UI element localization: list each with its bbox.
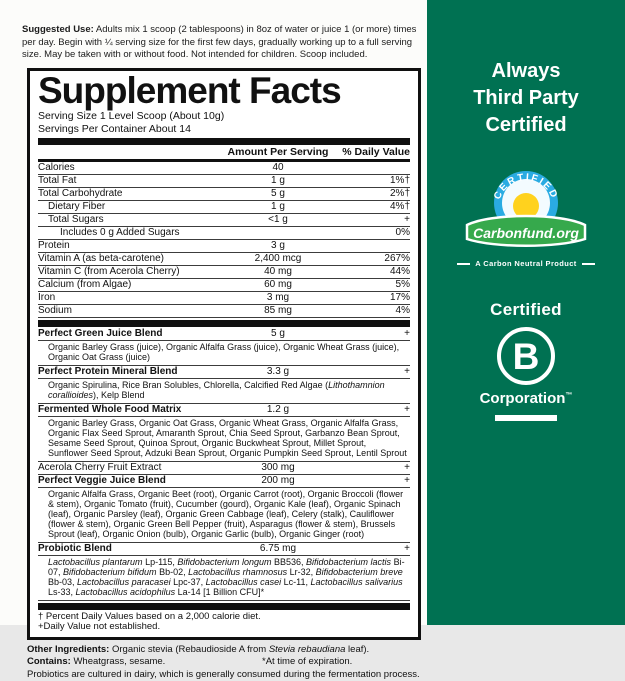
blend-amount: 3.3 g — [218, 367, 338, 378]
text-segment: leaf). — [345, 644, 369, 655]
blend-ingredients — [38, 488, 410, 543]
nutrient-row — [38, 162, 410, 175]
carbonfund-banner-text: Carbonfund.org — [473, 225, 579, 241]
ingredient-segment: Lactobacillus salivarius — [311, 577, 403, 587]
bcorp-certification — [427, 300, 625, 421]
supplement-facts-title: Supplement Facts — [38, 73, 410, 109]
tagline-rule-right — [582, 263, 595, 265]
nutrient-amount: 3 g — [218, 241, 338, 252]
nutrient-row — [38, 279, 410, 292]
nutrient-row — [38, 175, 410, 188]
nutrient-amount: 3 mg — [218, 293, 338, 304]
nutrient-dv: 2%† — [338, 189, 410, 200]
blend-rows — [38, 328, 410, 601]
carbonfund-tagline-text: A Carbon Neutral Product — [475, 259, 576, 268]
nutrient-amount — [218, 228, 338, 239]
footnote: † Percent Daily Values based on a 2,000 calorie diet. — [38, 612, 410, 623]
blend-ingredients — [38, 379, 410, 404]
ingredient-segment: Lc-11, — [281, 577, 310, 587]
nutrient-row — [38, 266, 410, 279]
nutrient-dv: 0% — [338, 228, 410, 239]
ingredient-segment: Lactobacillus paracasei — [77, 577, 171, 587]
suggested-use-label: Suggested Use: — [22, 24, 94, 35]
column-header-amount: Amount Per Serving — [218, 146, 338, 158]
blend-name: Acerola Cherry Fruit Extract — [38, 463, 218, 474]
nutrient-name: Total Fat — [38, 176, 218, 187]
ingredient-segment: Lr-32, — [287, 567, 316, 577]
blend-name: Perfect Veggie Juice Blend — [38, 476, 218, 487]
headline-line: Third Party — [427, 85, 625, 112]
nutrient-name: Protein — [38, 241, 218, 252]
nutrient-name: Iron — [38, 293, 218, 304]
nutrient-name: Calories — [38, 163, 218, 174]
ingredient-segment: Organic Barley Grass, Organic Oat Grass, Organic Wheat Grass, Organic Alfalfa Grass, Organic Flax Seed Sprout, Amaranth Sprout, Chia Seed Sprout, Garbanzo Bean Sprout, Sesame Seed Sprout, Quinoa Sprout, Organic Buckwheat Sprout, Millet Sprout, Sunflower Seed Sprout, Adzuki Bean Sprout, Organic Pumpkin Seed Sprout, Lentil Sprout — [48, 418, 407, 458]
bottom-notes — [27, 644, 425, 681]
ingredient-segment: Bifidobacterium breve — [316, 567, 403, 577]
blend-name: Fermented Whole Food Matrix — [38, 405, 218, 416]
other-ingredients-text — [109, 644, 369, 655]
column-header-row — [38, 146, 410, 162]
ingredient-segment: Organic Spirulina, Rice Bran Solubles, Chlorella, Calcified Red Algae ( — [48, 380, 328, 390]
nutrient-amount: 40 — [218, 163, 338, 174]
headline-line: Certified — [427, 112, 625, 139]
blend-ingredients — [38, 556, 410, 601]
nutrient-rows — [38, 162, 410, 318]
ingredient-segment: Lpc-37, — [171, 577, 206, 587]
nutrient-dv: 4% — [338, 306, 410, 317]
nutrient-amount: 1 g — [218, 202, 338, 213]
blend-dv: + — [338, 476, 410, 487]
servings-per-container: Servings Per Container About 14 — [38, 124, 410, 136]
blend-row — [38, 462, 410, 475]
ingredient-segment: Bifidobacterium longum — [177, 557, 271, 567]
nutrient-dv: 5% — [338, 280, 410, 291]
headline-line: Always — [427, 58, 625, 85]
divider-bar-thick — [38, 320, 410, 327]
suggested-use — [22, 24, 422, 62]
carbonfund-arc-text: CERTIFIED — [492, 172, 560, 201]
nutrient-amount: 85 mg — [218, 306, 338, 317]
ingredient-segment: Bifidobacterium lactis — [306, 557, 391, 567]
nutrient-dv: 1%† — [338, 176, 410, 187]
nutrient-dv: 267% — [338, 254, 410, 265]
ingredient-segment: Lactobacillus casei — [206, 577, 282, 587]
ingredient-segment: Lithothamnion corallioides — [48, 380, 385, 400]
panel-headline — [427, 58, 625, 139]
ingredient-segment: ), Kelp Blend — [93, 390, 145, 400]
contains-line — [27, 656, 425, 669]
nutrient-name: Vitamin A (as beta-carotene) — [38, 254, 218, 265]
blend-dv: + — [338, 405, 410, 416]
blend-amount: 300 mg — [218, 463, 338, 474]
suggested-use-text: Adults mix 1 scoop (2 tablespoons) in 8oz of water or juice 1 (or more) times per day. Begin with ¼ serving size for the first few days, gradually working up to a full serving size. May be taken with or without food. Not intended for children. Scoop included. — [22, 24, 416, 60]
ingredient-segment: Ls-33, — [48, 587, 76, 597]
ingredient-segment: Bb-02, — [157, 567, 189, 577]
ingredient-segment: BB536, — [271, 557, 306, 567]
ingredient-segment: Lactobacillus acidophilus — [76, 587, 176, 597]
carbonfund-certification — [427, 169, 625, 268]
blend-name: Perfect Protein Mineral Blend — [38, 367, 218, 378]
nutrient-name: Calcium (from Algae) — [38, 280, 218, 291]
nutrient-row — [38, 292, 410, 305]
nutrient-amount: 60 mg — [218, 280, 338, 291]
contains-text — [27, 656, 262, 669]
other-ingredients-label: Other Ingredients: — [27, 644, 109, 655]
nutrient-amount: 40 mg — [218, 267, 338, 278]
blend-row — [38, 366, 410, 379]
blend-amount: 6.75 mg — [218, 544, 338, 555]
ingredient-segment: Bi-07, — [48, 557, 405, 577]
nutrient-dv: + — [338, 215, 410, 226]
nutrient-amount: <1 g — [218, 215, 338, 226]
tagline-rule-left — [457, 263, 470, 265]
supplement-facts-box — [27, 68, 421, 640]
text-segment: Stevia rebaudiana — [269, 644, 346, 655]
nutrient-row — [38, 253, 410, 266]
blend-dv: + — [338, 329, 410, 340]
blend-row — [38, 404, 410, 417]
other-ingredients-line — [27, 644, 425, 657]
bcorp-corporation-text — [427, 390, 625, 407]
carbonfund-tagline — [427, 259, 625, 268]
nutrient-name: Dietary Fiber — [38, 202, 218, 213]
bcorp-circle-icon — [497, 327, 555, 385]
blend-name: Probiotic Blend — [38, 544, 218, 555]
nutrient-dv — [338, 241, 410, 252]
ingredient-segment: Organic Barley Grass (juice), Organic Alfalfa Grass (juice), Organic Wheat Grass (juice), Organic Oat Grass (juice) — [48, 342, 399, 362]
nutrient-dv: 44% — [338, 267, 410, 278]
nutrient-name: Includes 0 g Added Sugars — [38, 228, 218, 239]
bcorp-underline-bar — [495, 415, 557, 421]
ingredient-segment: Organic Alfalfa Grass, Organic Beet (root), Organic Carrot (root), Organic Broccoli (flower & stem), Organic Tomato (fruit), Cucumber (gourd), Organic Kale (leaf), Organic Spinach (leaf), Organic Parsley (leaf), Organic Green Cabbage (leaf), Celery (stalk), Cauliflower (flower & stem), Organic Green Bell Pepper (fruit), Asparagus (flower & stem), Brussels Sprout (leaf), Organic Onion (bulb), Organic Garlic (bulb), Organic Ginger (root) — [48, 489, 403, 539]
nutrient-name: Total Carbohydrate — [38, 189, 218, 200]
nutrient-amount: 2,400 mcg — [218, 254, 338, 265]
blend-name: Perfect Green Juice Blend — [38, 329, 218, 340]
bcorp-certified-text: Certified — [427, 300, 625, 320]
nutrient-row — [38, 188, 410, 201]
contains-value: Wheatgrass, sesame. — [71, 656, 166, 667]
bcorp-corporation-word: Corporation — [480, 390, 566, 407]
blend-row — [38, 543, 410, 556]
divider-bar-thick — [38, 603, 410, 610]
ingredient-segment: Bifidobacterium bifidum — [63, 567, 157, 577]
ingredient-segment: Lactobacillus rhamnosus — [188, 567, 287, 577]
contains-label: Contains: — [27, 656, 71, 667]
nutrient-dv: 17% — [338, 293, 410, 304]
nutrient-dv — [338, 163, 410, 174]
blend-amount: 1.2 g — [218, 405, 338, 416]
nutrient-row — [38, 305, 410, 318]
serving-size: Serving Size 1 Level Scoop (About 10g) — [38, 111, 410, 123]
blend-ingredients — [38, 417, 410, 462]
nutrient-name: Vitamin C (from Acerola Cherry) — [38, 267, 218, 278]
blend-dv: + — [338, 544, 410, 555]
nutrient-row — [38, 227, 410, 240]
nutrient-name: Total Sugars — [38, 215, 218, 226]
nutrient-amount: 5 g — [218, 189, 338, 200]
footnotes — [38, 611, 410, 633]
blend-dv: + — [338, 367, 410, 378]
blend-ingredients — [38, 341, 410, 366]
ingredient-segment: Lactobacillus plantarum — [48, 557, 143, 567]
bcorp-letter: B — [513, 338, 540, 375]
probiotics-note: Probiotics are cultured in dairy, which is generally consumed during the fermentation process. — [27, 669, 425, 681]
nutrient-amount: 1 g — [218, 176, 338, 187]
expiration-note: *At time of expiration. — [262, 656, 352, 669]
footnote: +Daily Value not established. — [38, 622, 410, 633]
certification-panel — [427, 0, 625, 625]
ingredient-segment: La-14 [1 Billion CFU]* — [175, 587, 264, 597]
trademark-symbol: ™ — [565, 392, 572, 399]
blend-row — [38, 475, 410, 488]
blend-amount: 5 g — [218, 329, 338, 340]
nutrient-row — [38, 214, 410, 227]
ingredient-segment: Bb-03, — [48, 577, 77, 587]
blend-dv: + — [338, 463, 410, 474]
nutrient-dv: 4%† — [338, 202, 410, 213]
blend-row — [38, 328, 410, 341]
text-segment: Organic stevia (Rebaudioside A from — [109, 644, 268, 655]
blend-amount: 200 mg — [218, 476, 338, 487]
nutrient-name: Sodium — [38, 306, 218, 317]
column-header-dv: % Daily Value — [338, 146, 410, 158]
ingredient-segment: Lp-115, — [143, 557, 178, 567]
carbonfund-logo — [446, 169, 606, 253]
nutrient-row — [38, 240, 410, 253]
divider-bar-thick — [38, 138, 410, 145]
nutrient-row — [38, 201, 410, 214]
